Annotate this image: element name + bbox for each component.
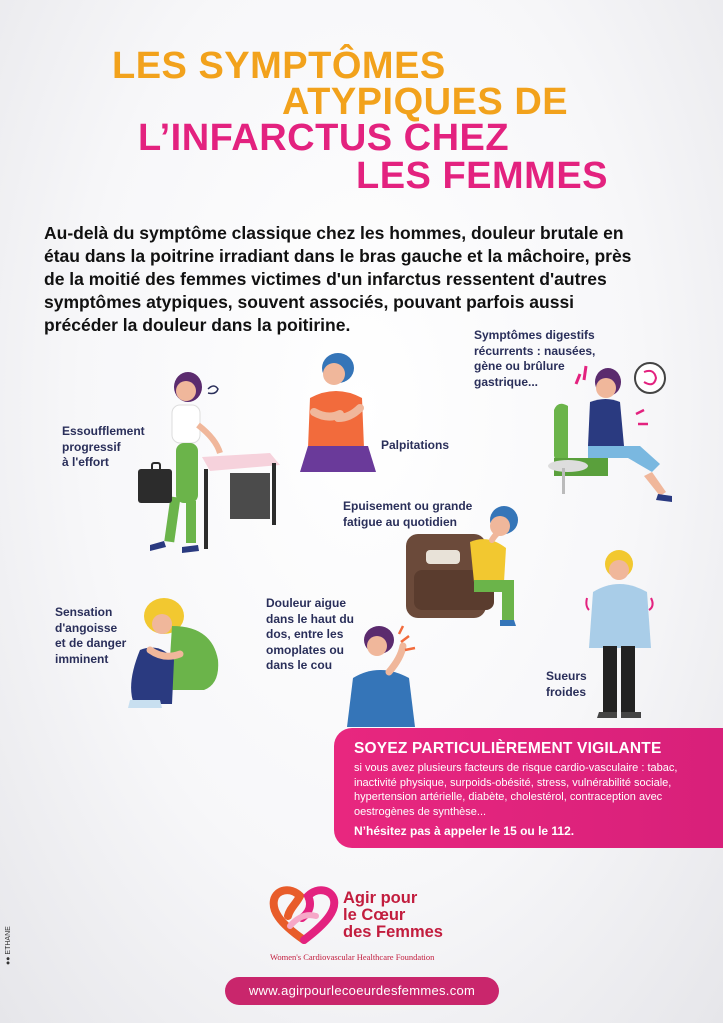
label-essoufflement: Essoufflement progressif à l'effort <box>62 424 145 469</box>
label-epuisement: Epuisement ou grande fatigue au quotidien <box>343 499 473 529</box>
intro-text: Au-delà du symptôme classique chez les hommes, douleur brutale en étau dans la poitrine irradiant dans le bras gauche et la mâchoire, près de la moitié des femmes victimes d'un infarctus ressentent d'autres symptômes atypiques, souvent associés, pouvant parfois aussi précéder la douleur dans la poitirine. <box>44 223 632 335</box>
logo-name: Agir pour le Cœur des Femmes <box>343 889 443 941</box>
credit-text: ●● ETHANE <box>5 926 12 965</box>
label-angoisse: Sensation d'angoisse et de danger imminent <box>55 605 127 666</box>
woman-cold-sweats-illustration <box>585 548 655 728</box>
vigilance-title: SOYEZ PARTICULIÈREMENT VIGILANTE <box>354 740 662 757</box>
title-line-3: L’INFARCTUS CHEZ <box>138 117 510 159</box>
title-line-1: LES SYMPTÔMES <box>112 45 446 87</box>
woman-palpitations-illustration <box>290 350 380 475</box>
woman-anxiety-illustration <box>120 590 230 715</box>
title-line-2: ATYPIQUES DE <box>282 81 569 123</box>
vigilance-call: N’hésitez pas à appeler le 15 ou le 112. <box>354 824 575 838</box>
heart-logo-icon <box>268 886 340 944</box>
vigilance-text: si vous avez plusieurs facteurs de risque cardio-vasculaire : tabac, inactivité physique, surpoids-obésité, stress, vulnérabilité sociale, hypertension artérielle, diabète, cholestérol, contraception avec oestrogènes de synthèse... <box>354 762 678 818</box>
woman-breathless-illustration <box>130 365 280 560</box>
website-link[interactable]: www.agirpourlecoeurdesfemmes.com <box>225 977 499 1005</box>
label-douleur-dos: Douleur aigue dans le haut du dos, entre les omoplates ou dans le cou <box>266 596 355 672</box>
logo-subtitle: Women's Cardiovascular Healthcare Foundation <box>270 952 435 962</box>
label-sueurs: Sueurs froides <box>546 669 587 699</box>
woman-back-pain-illustration <box>345 622 435 727</box>
label-palpitations: Palpitations <box>381 438 450 452</box>
woman-digestive-illustration <box>540 362 690 512</box>
vigilance-box <box>334 728 723 848</box>
title-line-4: LES FEMMES <box>356 155 609 197</box>
label-digestifs: Symptômes digestifs récurrents : nausées, gène ou brûlure gastrique... <box>474 328 596 389</box>
woman-fatigue-illustration <box>400 500 530 630</box>
